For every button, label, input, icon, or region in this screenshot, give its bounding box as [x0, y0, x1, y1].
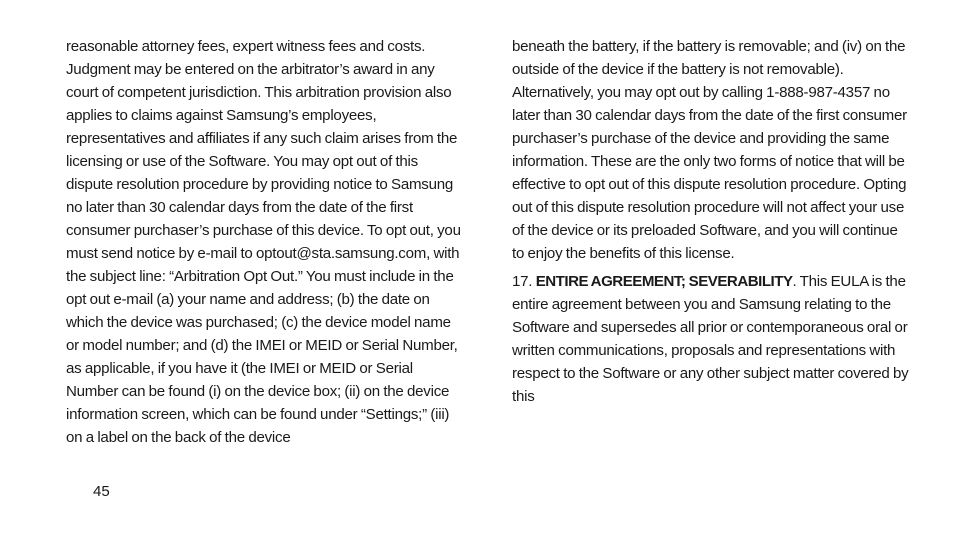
right-paragraph-continued: beneath the battery, if the battery is removable; and (iv) on the outside of the device if the battery is not removable). Alternatively, you may opt out by calling 1-888-987-4357 no later than 30 calendar days from the date of the first consumer purchaser’s purchase of the device and providing the same information. These are the only two forms of notice that will be effective to opt out of this dispute resolution procedure. Opting out of this dispute resolution procedure will not affect your use of the device or its preloaded Software, and you will continue to enjoy the benefits of this license. [512, 38, 907, 262]
section-17-paragraph [512, 270, 912, 408]
section-heading: ENTIRE AGREEMENT; SEVERABILITY [535, 273, 793, 290]
section-number: 17. [512, 273, 536, 290]
left-column [66, 35, 466, 449]
left-paragraph: reasonable attorney fees, expert witness fees and costs. Judgment may be entered on the arbitrator’s award in any court of competent jurisdiction. This arbitration provision also applies to claims against Samsung’s employees, representatives and affiliates if any such claim arises from the licensing or use of the Software. You may opt out of this dispute resolution procedure by providing notice to Samsung no later than 30 calendar days from the date of the first consumer purchaser’s purchase of this device. To opt out, you must send notice by e-mail to optout@sta.samsung.com, with the subject line: “Arbitration Opt Out.” You must include in the opt out e-mail (a) your name and address; (b) the date on which the device was purchased; (c) the device model name or model number; and (d) the IMEI or MEID or Serial Number, as applicable, if you have it (the IMEI or MEID or Serial Number can be found (i) on the device box; (ii) on the device information screen, which can be found under “Settings;” (iii) on a label on the back of the device [66, 38, 461, 446]
section-text: . This EULA is the entire agreement between you and Samsung relating to the Software and supersedes all prior or contemporaneous oral or written communications, proposals and representations with respect to the Software or any other subject matter covered by this [512, 273, 909, 405]
right-column [512, 35, 912, 408]
page-number: 45 [93, 483, 110, 500]
